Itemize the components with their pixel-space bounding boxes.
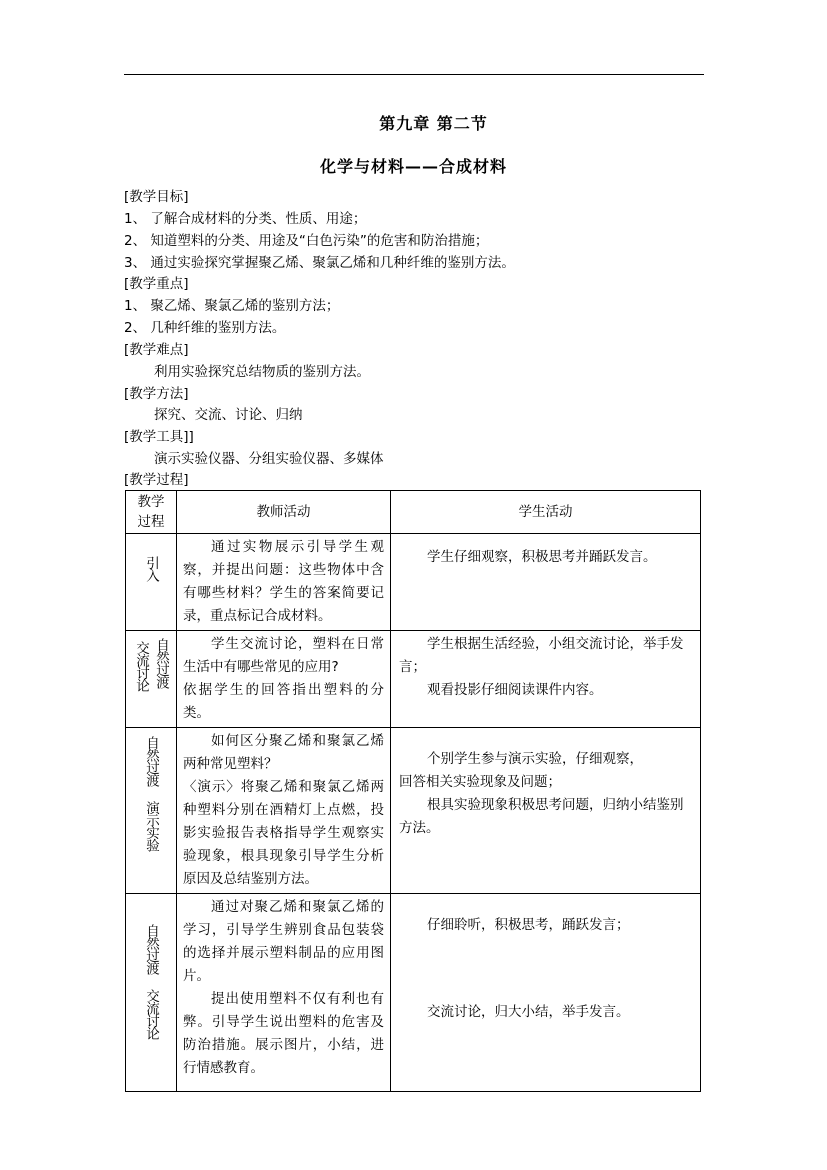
student-activity-cell: 学生仔细观察，积极思考并踊跃发言。 [391,534,701,631]
key-point-item: 2、 几种纤维的鉴别方法。 [124,320,286,336]
teacher-header: 教师活动 [177,491,391,534]
teacher-activity-cell: 通过实物展示引导学生观察，并提出问题：这些物体中含有哪些材料？学生的答案简要记录，重点标记合成材料。 [177,534,391,631]
lesson-title: 化学与材料——合成材料 [319,157,507,176]
table-row [126,534,701,631]
difficulty-heading: [教学难点] [124,342,189,358]
student-activity-cell: 个别学生参与演示实验，仔细观察， 回答相关实验现象及问题； 根具实验现象积极思考问题，归纳小结鉴别方法。 [391,728,701,894]
tools-heading: [教学工具]] [124,429,194,445]
key-points-heading: [教学重点] [124,276,189,292]
objective-item: 3、 通过实验探究掌握聚乙烯、聚氯乙烯和几种纤维的鉴别方法。 [124,255,515,271]
stage-header: 教学 过程 [126,491,177,534]
table-header-row [126,491,701,534]
stage-cell [126,894,177,1092]
difficulty-text: 利用实验探究总结物质的鉴别方法。 [154,364,370,380]
teaching-process-table [125,490,701,1092]
table-row [126,894,701,1092]
stage-label: 自然过渡 交流讨论 [143,924,159,1039]
teacher-activity-cell: 学生交流讨论，塑料在日常生活中有哪些常见的应用? 依据学生的回答指出塑料的分类。 [177,631,391,728]
stage-label: 引入 [143,556,159,581]
student-header: 学生活动 [391,491,701,534]
objective-item: 2、 知道塑料的分类、用途及“白色污染”的危害和防治措施； [124,233,489,249]
student-activity-cell: 学生根据生活经验，小组交流讨论，举手发言； 观看投影仔细阅读课件内容。 [391,631,701,728]
process-heading: [教学过程] [124,472,189,488]
table-row [126,728,701,894]
tools-text: 演示实验仪器、分组实验仪器、多媒体 [154,451,384,467]
stage-label: 交流讨论 [133,641,149,691]
student-activity-cell: 仔细聆听，积极思考，踊跃发言； 交流讨论，归大小结，举手发言。 [391,894,701,1092]
header-rule [124,74,704,75]
methods-text: 探究、交流、讨论、归纳 [154,407,303,423]
key-point-item: 1、 聚乙烯、聚氯乙烯的鉴别方法； [124,298,340,314]
teacher-activity-cell: 如何区分聚乙烯和聚氯乙烯两种常见塑料？ 〈演示〉将聚乙烯和聚氯乙烯两种塑料分别在酒精灯上点燃，投影实验报告表格指导学生观察实验现象，根具现象引导学生分析原因及总结鉴别方法。 [177,728,391,894]
stage-label: 自然过渡 [153,638,169,688]
stage-label: 自然过渡 演示实验 [143,736,159,851]
chapter-title: 第九章 第二节 [379,114,488,133]
methods-heading: [教学方法] [124,386,189,402]
teacher-activity-cell: 通过对聚乙烯和聚氯乙烯的学习，引导学生辨别食品包装袋的选择并展示塑料制品的应用图片。 提出使用塑料不仅有利也有弊。引导学生说出塑料的危害及防治措施。展示图片，小结，进行情感教育。 [177,894,391,1092]
objective-item: 1、 了解合成材料的分类、性质、用途； [124,211,367,227]
stage-cell [126,728,177,894]
stage-cell [126,631,177,728]
table-row [126,631,701,728]
stage-cell [126,534,177,631]
objectives-heading: [教学目标] [124,189,189,205]
